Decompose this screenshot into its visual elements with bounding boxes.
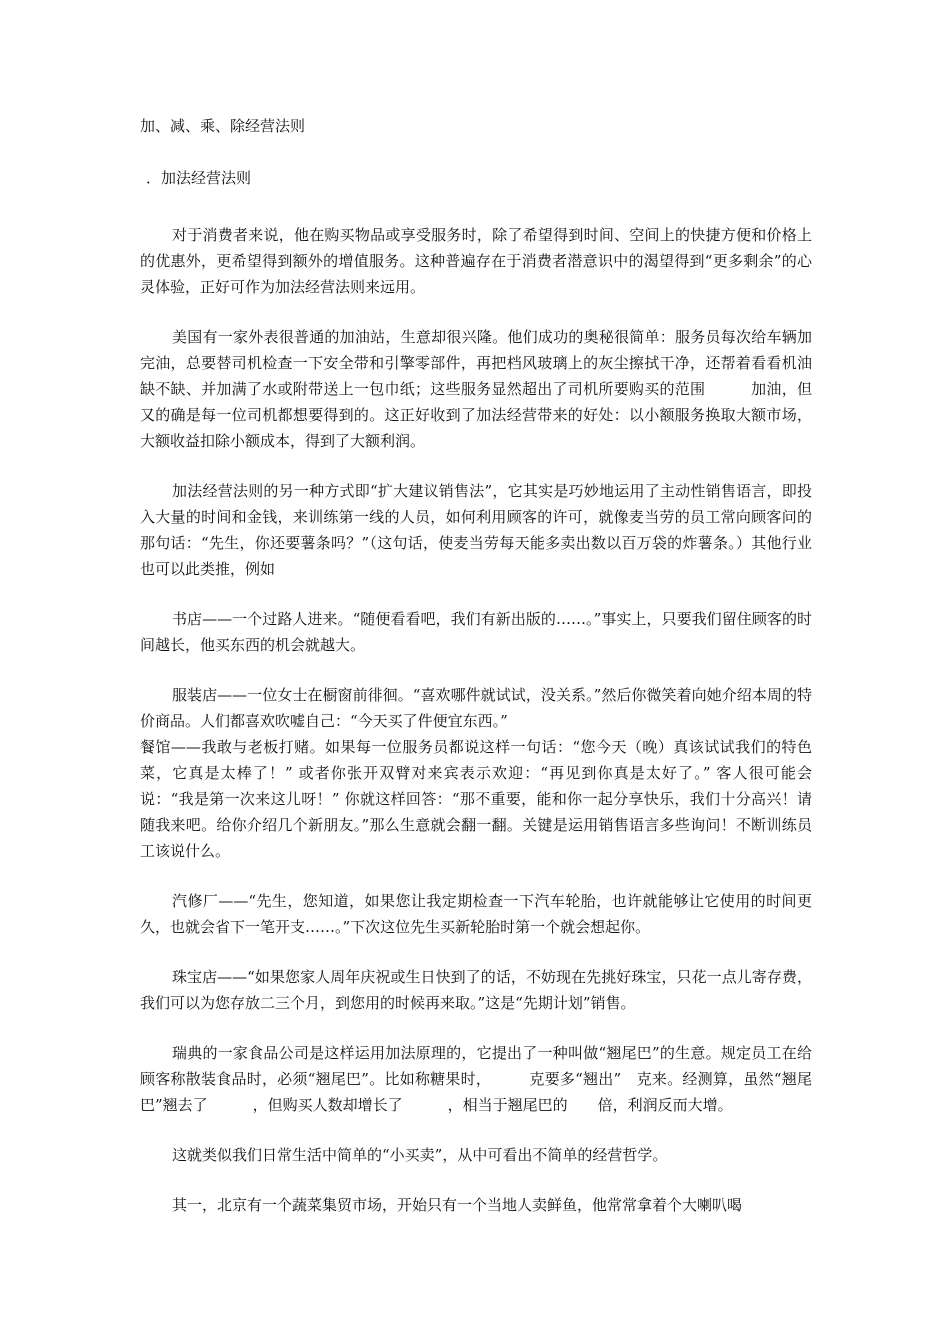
document-page [140,112,812,1242]
paragraph-clothing-store: 服装店——一位女士在橱窗前徘徊。“喜欢哪件就试试，没关系。”然后你微笑着向她介绍本周的特价商品。人们都喜欢吹嘘自己：“今天买了件便宜东西。” [140,686,812,730]
paragraph-intro: 对于消费者来说，他在购买物品或享受服务时，除了希望得到时间、空间上的快捷方便和价格上的优惠外，更希望得到额外的增值服务。这种普遍存在于消费者潜意识中的渴望得到“更多剩余”的心灵体验，正好可作为加法经营法则来远用。 [140,226,812,296]
paragraph-small-business: 这就类似我们日常生活中简单的“小买卖”，从中可看出不简单的经营哲学。 [172,1146,668,1164]
document-title: 加、减、乘、除经营法则 [140,117,306,135]
paragraph-suggestive-selling: 加法经营法则的另一种方式即“扩大建议销售法”，它其实是巧妙地运用了主动性销售语言，即投入大量的时间和金钱，来训练第一线的人员，如何利用顾客的许可，就像麦当劳的员工常向顾客问的那句话：“先生，你还要薯条吗？”（这句话，使麦当劳每天能多卖出数以百万袋的炸薯条。）其他行业也可以此类推，例如 [140,482,812,578]
paragraph-jewelry-store: 珠宝店——“如果您家人周年庆祝或生日快到了的话，不妨现在先挑好珠宝，只花一点儿寄存费，我们可以为您存放二三个月，到您用的时候再来取。”这是“先期计划”销售。 [140,968,812,1012]
paragraph-gas-station: 美国有一家外表很普通的加油站，生意却很兴隆。他们成功的奥秘很简单：服务员每次给车辆加完油，总要替司机检查一下安全带和引擎零部件，再把档风玻璃上的灰尘擦拭干净，还帮着看看机油缺不缺、并加满了水或附带送上一包巾纸；这些服务显然超出了司机所要购买的范围 加油，但又的确是每一位司机都想要得到的。这正好收到了加法经营带来的好处：以小额服务换取大额市场，大额收益扣除小额成本，得到了大额利润。 [140,328,812,450]
section-heading: ．加法经营法则 [146,169,252,187]
paragraph-restaurant: 餐馆——我敢与老板打赌。如果每一位服务员都说这样一句话：“您今天（晚）真该试试我们的特色菜，它真是太棒了！” 或者你张开双臂对来宾表示欢迎：“再见到你真是太好了。” 客人很可能会说：“我是第一次来这儿呀！” 你就这样回答：“那不重要，能和你一起分享快乐，我们十分高兴！请随我来吧。给你介绍几个新朋友。”那么生意就会翻一翻。关键是运用销售语言多些询问！不断训练员工该说什么。 [140,738,812,860]
paragraph-swedish-food: 瑞典的一家食品公司是这样运用加法原理的，它提出了一种叫做“翘尾巴”的生意。规定员工在给顾客称散装食品时，必须“翘尾巴”。比如称糖果时， 克要多“翘出” 克来。经测算，虽然“翘尾巴”翘去了 ，但购买人数却增长了 ，相当于翘尾巴的 倍，利润反而大增。 [140,1044,812,1114]
paragraph-bookstore: 书店——一个过路人进来。“随便看看吧，我们有新出版的……。”事实上，只要我们留住顾客的时间越长，他买东西的机会就越大。 [140,610,812,654]
paragraph-auto-repair: 汽修厂——“先生，您知道，如果您让我定期检查一下汽车轮胎，也许就能够让它使用的时间更久，也就会省下一笔开支……。”下次这位先生买新轮胎时第一个就会想起你。 [140,892,812,936]
paragraph-beijing-market: 其一，北京有一个蔬菜集贸市场，开始只有一个当地人卖鲜鱼，他常常拿着个大喇叭喝 [172,1196,743,1214]
